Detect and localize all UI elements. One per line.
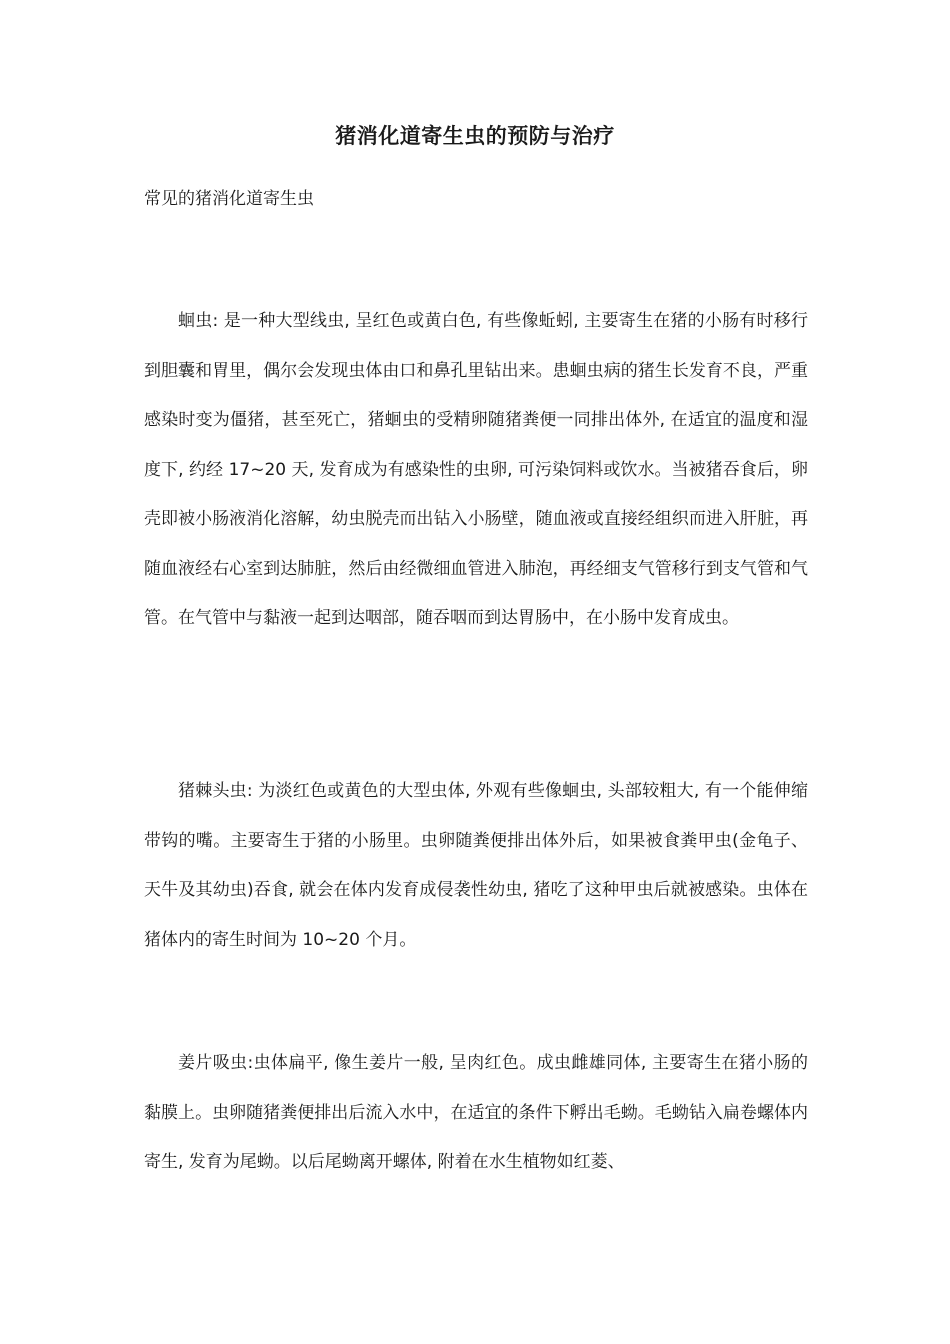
paragraph-roundworm: 蛔虫: 是一种大型线虫, 呈红色或黄白色, 有些像蚯蚓, 主要寄生在猪的小肠有时移行到胆囊和胃里，偶尔会发现虫体由口和鼻孔里钻出来。患蛔虫病的猪生长发育不良，严重感染时变为僵猪，甚至死亡，猪蛔虫的受精卵随猪粪便一同排出体外, 在适宜的温度和湿度下, 约经 17~20 天, 发育成为有感染性的虫卵, 可污染饲料或饮水。当被猪吞食后，卵壳即被小肠液消化溶解，幼虫脱壳而出钻入小肠壁，随血液或直接经组织而进入肝脏，再随血液经右心室到达肺脏，然后由经微细血管进入肺泡，再经细支气管移行到支气管和气管。在气管中与黏液一起到达咽部，随吞咽而到达胃肠中，在小肠中发育成虫。 [144, 311, 808, 628]
section-heading: 常见的猪消化道寄生虫 [144, 189, 314, 209]
document-title: 猪消化道寄生虫的预防与治疗 [335, 123, 615, 148]
paragraph-thorny-headed-worm: 猪棘头虫: 为淡红色或黄色的大型虫体, 外观有些像蛔虫, 头部较粗大, 有一个能伸缩带钩的嘴。主要寄生于猪的小肠里。虫卵随粪便排出体外后，如果被食粪甲虫(金龟子、天牛及其幼虫)吞食, 就会在体内发育成侵袭性幼虫, 猪吃了这种甲虫后就被感染。虫体在猪体内的寄生时间为 10~20 个月。 [144, 781, 808, 950]
paragraph-fasciolopsis: 姜片吸虫:虫体扁平, 像生姜片一般, 呈肉红色。成虫雌雄同体, 主要寄生在猪小肠的黏膜上。虫卵随猪粪便排出后流入水中，在适宜的条件下孵出毛蚴。毛蚴钻入扁卷螺体内寄生, 发育为尾蚴。以后尾蚴离开螺体, 附着在水生植物如红菱、 [144, 1053, 808, 1172]
